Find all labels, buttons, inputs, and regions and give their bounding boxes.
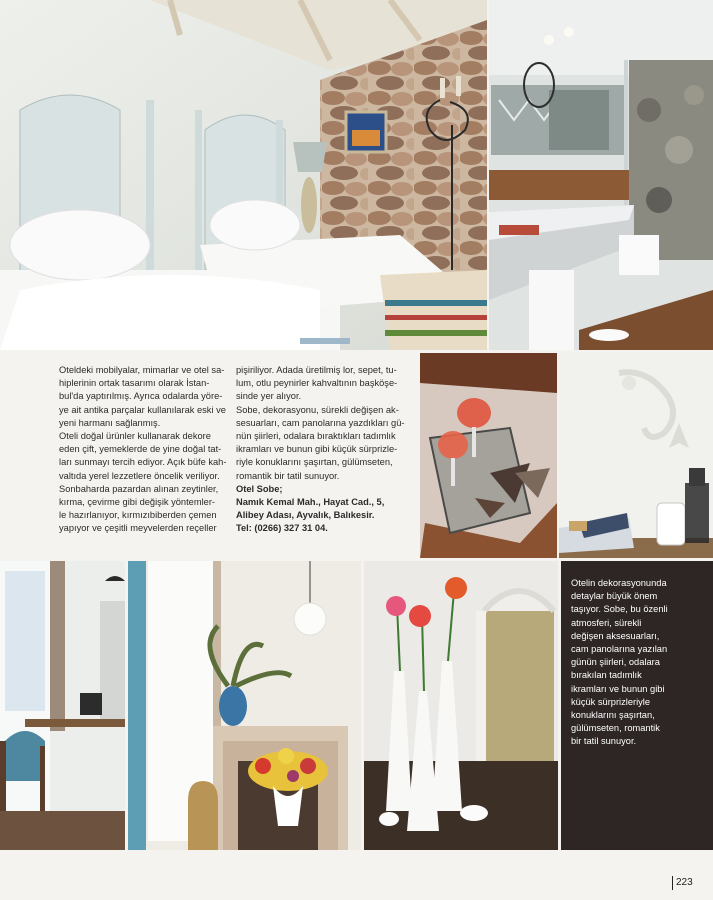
fireplace-flowers-photo [128,561,361,850]
desk-window-chair-photo [0,561,125,850]
text-line: yapıyor ve çeşitli meyvelerden reçeller [59,523,217,534]
text-line: Sonbaharda pazardan alınan zeytinler, [59,483,219,494]
text-line: sinde yer alıyor. [236,391,302,402]
caption-line: Otelin dekorasyonunda [571,578,667,588]
contact-address: Namık Kemal Mah., Hayat Cad., 5, [236,497,385,508]
text-line: Oteli doğal ürünler kullanarak dekore [59,431,211,442]
caption-line: ikramları ve bunun gibi [571,683,665,694]
text-line: eden çift, yemeklerde de yine doğal tat- [59,444,222,455]
contact-title: Otel Sobe; [236,483,283,494]
caption-line: küçük sürprizleriyle [571,696,651,707]
text-line: Sobe, dekorasyonu, sürekli değişen ak- [236,404,399,415]
text-line: kırma, çevirme gibi değişik yöntemler- [59,497,216,508]
caption-line: günün şiirleri, odalara [571,657,660,668]
bathroom-sink-shower-photo [489,0,713,350]
text-line: Oteldeki mobilyalar, mimarlar ve otel sa- [59,365,225,375]
text-line: valtıda yerel lezzetlere öncelik veriliyor. [59,470,220,481]
text-line: bul'da yaptırılmış. Ayrıca odalarda yöre- [59,391,223,402]
caption-line: atmosferi, sürekli [571,617,642,628]
caption-line: gülümseten, romantik [571,723,660,734]
text-line: lum, otlu peynirler kahvaltının başköşe- [236,378,398,389]
caption-line: bir tatil sunuyor. [571,736,637,747]
caption-line: konuklarını şaşırtan, [571,710,655,721]
breakfast-tray-drinks-photo [420,353,557,558]
caption-line: bırakılan tadımlık [571,670,642,681]
article-column-1 [59,364,231,536]
caption-line: detaylar büyük önem [571,591,658,602]
contact-address: Alibey Adası, Ayvalık, Balıkesir. [236,510,375,521]
bedroom-twin-beds-photo [0,0,487,350]
vases-flowers-chair-photo [364,561,558,850]
contact-phone: Tel: (0266) 327 31 04. [236,523,328,534]
page-number: 223 [672,876,693,890]
text-line: hiplerinin ortak tasarımı olarak İstan- [59,378,210,389]
text-line: pişiriliyor. Adada üretilmiş lor, sepet, tu- [236,365,397,375]
text-line: le hazırlanıyor, kırmızıbiberden çemen [59,510,217,521]
text-line: ları sunmayı tercih ediyor. Açık büfe kah- [59,457,227,468]
text-line: ikramları ve bunun gibi küçük sürprizle- [236,444,398,455]
coffee-press-wall-ornament-photo [559,353,713,558]
text-line: ye ait antika parçalar kullanılarak eski ve [59,404,226,415]
caption-line: taşıyor. Sobe, bu özenli [571,604,668,615]
text-line: sesuarları, cam panolarına yazdıkları gü- [236,417,405,428]
text-line: yeni harmanı sağlanmış. [59,417,161,428]
caption-line: cam panolarına yazılan [571,644,668,655]
text-line: riyle konuklarını şaşırtan, gülümseten, [236,457,393,468]
caption-line: değişen aksesuarları, [571,630,660,641]
text-line: nün şiirleri, odalara bıraktıkları tadımlık [236,431,396,442]
article-column-2 [236,364,416,536]
text-line: romantik bir tatil sunuyor. [236,470,340,481]
photo-caption [571,577,703,749]
